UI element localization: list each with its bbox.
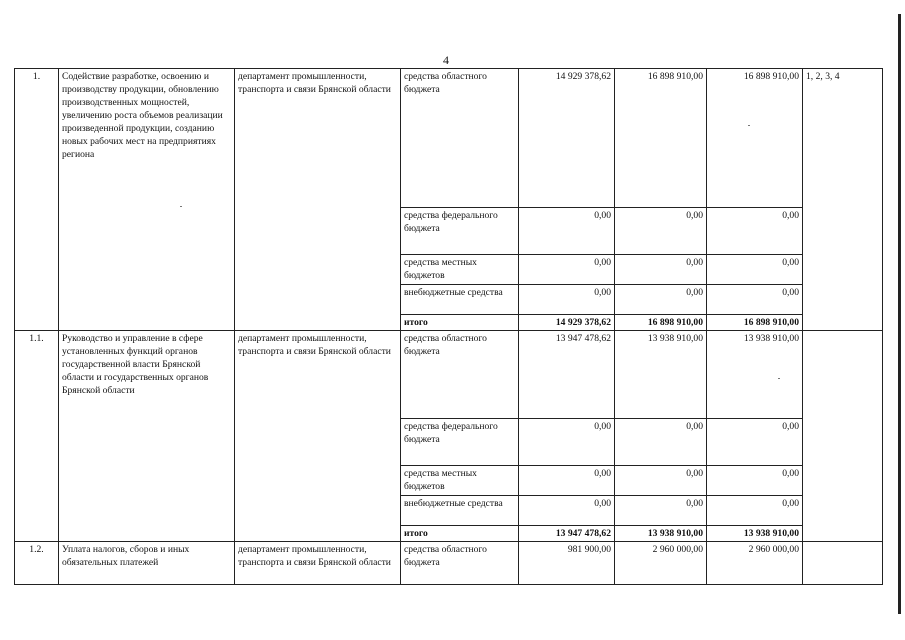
total-label: итого bbox=[401, 526, 519, 542]
source-label: средства федерального бюджета bbox=[401, 419, 519, 466]
source-label: внебюджетные средства bbox=[401, 496, 519, 526]
total-year-1: 13 947 478,62 bbox=[519, 526, 615, 542]
amount-year-2: 0,00 bbox=[615, 208, 707, 255]
amount-year-1: 0,00 bbox=[519, 466, 615, 496]
executor: департамент промышленности, транспорта и связи Брянской области bbox=[235, 331, 401, 542]
amount-year-1: 981 900,00 bbox=[519, 542, 615, 585]
amount-year-3: 0,00 bbox=[707, 208, 803, 255]
scan-speck bbox=[180, 206, 182, 207]
table-row bbox=[15, 331, 883, 419]
amount-year-3: 2 960 000,00 bbox=[707, 542, 803, 585]
scan-speck bbox=[748, 125, 750, 126]
amount-year-1: 0,00 bbox=[519, 255, 615, 285]
total-year-2: 13 938 910,00 bbox=[615, 526, 707, 542]
amount-year-2: 13 938 910,00 bbox=[615, 331, 707, 419]
total-label: итого bbox=[401, 315, 519, 331]
source-label: средства местных бюджетов bbox=[401, 466, 519, 496]
amount-year-1: 13 947 478,62 bbox=[519, 331, 615, 419]
amount-year-3: 0,00 bbox=[707, 285, 803, 315]
scan-edge-line bbox=[898, 14, 901, 614]
amount-year-2: 0,00 bbox=[615, 466, 707, 496]
amount-year-1: 0,00 bbox=[519, 496, 615, 526]
source-label: внебюджетные средства bbox=[401, 285, 519, 315]
amount-year-1: 0,00 bbox=[519, 208, 615, 255]
row-number: 1. bbox=[15, 69, 59, 331]
indicator-links: 1, 2, 3, 4 bbox=[803, 69, 883, 331]
amount-year-3: 0,00 bbox=[707, 419, 803, 466]
amount-year-2: 0,00 bbox=[615, 255, 707, 285]
table-row bbox=[15, 542, 883, 585]
source-label: средства местных бюджетов bbox=[401, 255, 519, 285]
amount-year-1: 14 929 378,62 bbox=[519, 69, 615, 208]
total-year-1: 14 929 378,62 bbox=[519, 315, 615, 331]
amount-year-2: 0,00 bbox=[615, 285, 707, 315]
scan-speck bbox=[778, 378, 780, 379]
total-year-3: 13 938 910,00 bbox=[707, 526, 803, 542]
row-number: 1.2. bbox=[15, 542, 59, 585]
amount-year-3: 13 938 910,00 bbox=[707, 331, 803, 419]
source-label: средства федерального бюджета bbox=[401, 208, 519, 255]
amount-year-3: 0,00 bbox=[707, 255, 803, 285]
budget-table bbox=[14, 68, 883, 585]
indicator-links bbox=[803, 331, 883, 542]
source-label: средства областного бюджета bbox=[401, 331, 519, 419]
amount-year-3: 0,00 bbox=[707, 466, 803, 496]
row-number: 1.1. bbox=[15, 331, 59, 542]
amount-year-2: 2 960 000,00 bbox=[615, 542, 707, 585]
executor: департамент промышленности, транспорта и связи Брянской области bbox=[235, 69, 401, 331]
total-year-3: 16 898 910,00 bbox=[707, 315, 803, 331]
event-name: Руководство и управление в сфере установленных функций органов государственной власти Брянской области и государственных органов Брянской области bbox=[59, 331, 235, 542]
amount-year-3: 16 898 910,00 bbox=[707, 69, 803, 208]
indicator-links bbox=[803, 542, 883, 585]
amount-year-1: 0,00 bbox=[519, 285, 615, 315]
source-label: средства областного бюджета bbox=[401, 69, 519, 208]
amount-year-1: 0,00 bbox=[519, 419, 615, 466]
total-year-2: 16 898 910,00 bbox=[615, 315, 707, 331]
amount-year-2: 16 898 910,00 bbox=[615, 69, 707, 208]
amount-year-2: 0,00 bbox=[615, 419, 707, 466]
amount-year-2: 0,00 bbox=[615, 496, 707, 526]
amount-year-3: 0,00 bbox=[707, 496, 803, 526]
event-name: Содействие разработке, освоению и производству продукции, обновлению производственных мощностей, увеличению роста объемов реализации произведенной продукции, созданию новых рабочих мест на предприятиях региона bbox=[59, 69, 235, 331]
source-label: средства областного бюджета bbox=[401, 542, 519, 585]
page-number: 4 bbox=[443, 53, 449, 67]
table-row bbox=[15, 69, 883, 208]
executor: департамент промышленности, транспорта и связи Брянской области bbox=[235, 542, 401, 585]
event-name: Уплата налогов, сборов и иных обязательных платежей bbox=[59, 542, 235, 585]
